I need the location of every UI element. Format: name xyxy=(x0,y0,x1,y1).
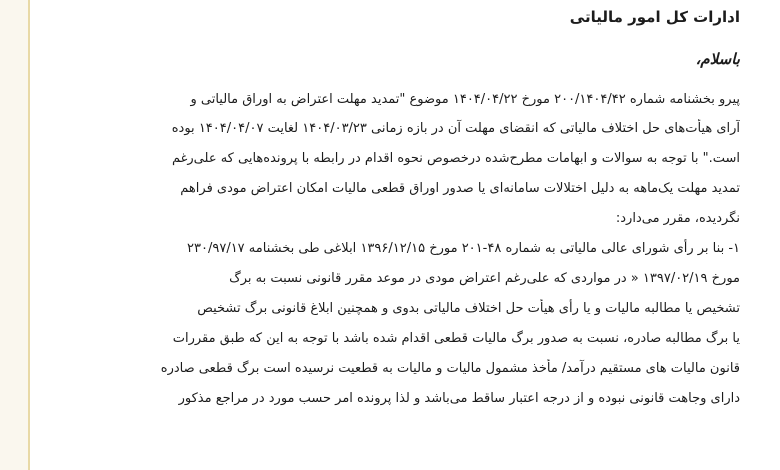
paragraph-line: است." با توجه به سوالات و ابهامات مطرح‌شده درخصوص نحوه اقدام در رابطه با پرونده‌هایی که علی‌رغم xyxy=(171,151,740,166)
page-margin xyxy=(0,0,30,470)
paragraph-line: مورخ ۱۳۹۷/۰۲/۱۹ « در مواردی که علی‌رغم اعتراض مودی در موعد مقرر قانونی نسبت به برگ xyxy=(229,271,740,286)
letter-heading: ادارات کل امور مالیاتی xyxy=(569,8,740,26)
paragraph-line: تمدید مهلت یک‌ماهه به دلیل اختلالات سامانه‌ای یا صدور اوراق قطعی مالیات امکان اعتراض مودی فراهم xyxy=(180,181,740,196)
paragraph-line: آرای هیأت‌های حل اختلاف مالیاتی که انقضای مهلت آن در بازه زمانی ۱۴۰۴/۰۳/۲۳ لغایت ۱۴۰۴/۰۴/۰۷ بوده xyxy=(171,121,740,136)
paragraph-line: پیرو بخشنامه شماره ۲۰۰/۱۴۰۴/۴۲ مورخ ۱۴۰۴/۰۴/۲۲ موضوع "تمدید مهلت اعتراض به اوراق مالیاتی و xyxy=(190,92,740,107)
letter-body xyxy=(40,0,740,470)
paragraph-line: نگردیده، مقرر می‌دارد: xyxy=(615,211,740,226)
paragraph-line: دارای وجاهت قانونی نبوده و از درجه اعتبار ساقط می‌باشد و لذا پرونده امر حسب مورد در مراجع مذکور xyxy=(178,391,740,406)
paragraph-line: ۱- بنا بر رأی شورای عالی مالیاتی به شماره ۴۸-۲۰۱ مورخ ۱۳۹۶/۱۲/۱۵ ابلاغی طی بخشنامه ۲۳۰/۹۷/۱۷ xyxy=(187,241,740,256)
paragraph-line: قانون مالیات های مستقیم درآمد/ مأخذ مشمول مالیات و مالیات به قطعیت نرسیده است برگ قطعی صادره xyxy=(160,361,740,376)
paragraph-line: تشخیص یا مطالبه مالیات و یا رأی هیأت حل اختلاف مالیاتی بدوی و همچنین ابلاغ قانونی برگ تشخیص xyxy=(197,301,740,316)
paragraph-line: یا برگ مطالبه صادره، نسبت به صدور برگ مالیات قطعی اقدام شده باشد با توجه به این که طبق مقررات xyxy=(172,331,740,346)
greeting-text: باسلام، xyxy=(695,50,740,68)
